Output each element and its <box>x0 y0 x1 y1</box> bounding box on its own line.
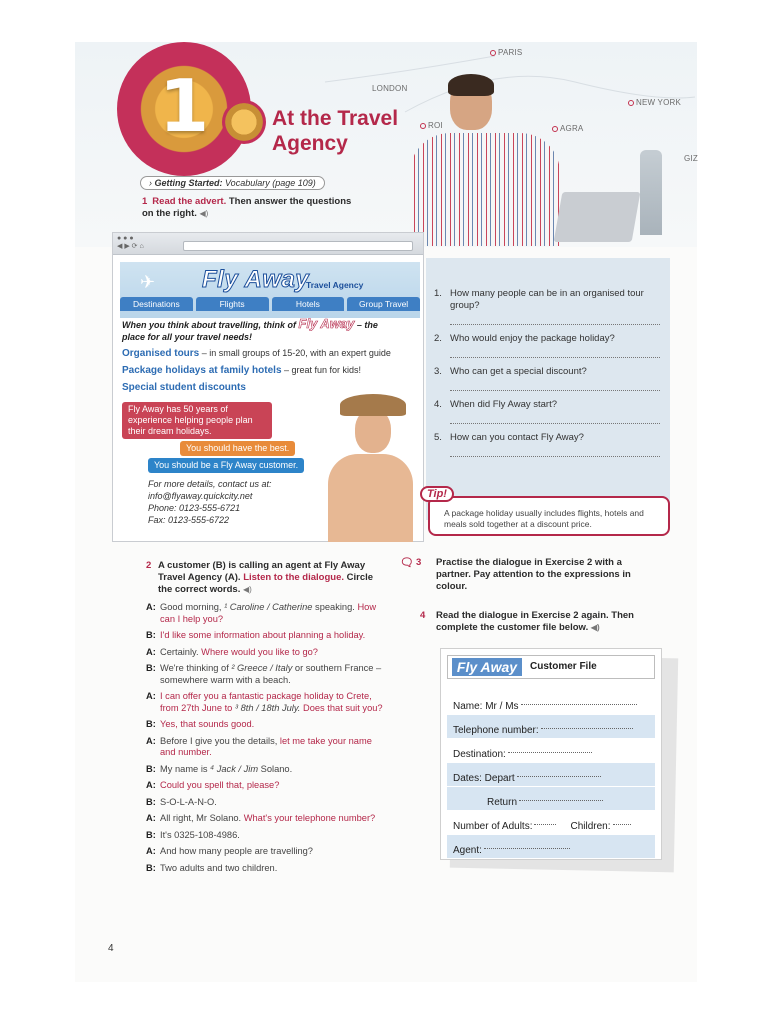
contact-phone: Phone: 0123-555-6721 <box>148 503 241 513</box>
question-item: 2. Who would enjoy the package holiday? <box>434 333 664 358</box>
dialogue-text: Good morning, <box>160 602 225 612</box>
advert-brand-logo: Fly Away <box>202 266 310 293</box>
dialogue-line <box>146 736 386 759</box>
dialogue-text: And how many people are travelling? <box>160 846 313 856</box>
answer-line[interactable] <box>450 390 660 391</box>
dialogue-text: It's 0325-108-4986. <box>160 829 240 840</box>
audio-speaker-icon[interactable]: ◀) <box>243 585 252 594</box>
exercise-1-instruction: 1 Read the advert. Then answer the questions on the right. ◀) <box>142 196 352 219</box>
dialogue-line <box>146 647 386 659</box>
dialogue-text: or southern France – somewhere warm with a beach. <box>160 663 382 685</box>
page-number: 4 <box>108 943 114 954</box>
best-banner: You should have the best. <box>180 441 295 456</box>
dialogue-text: Solano. <box>258 763 293 774</box>
airplane-icon: ✈ <box>140 272 156 292</box>
unit-title: At the Travel Agency <box>272 107 399 155</box>
dialogue-line <box>146 602 386 625</box>
dialogue-line <box>146 863 386 875</box>
statue-of-liberty-photo <box>640 150 662 235</box>
dialogue-text: S-O-L-A-N-O. <box>160 796 217 807</box>
dialogue-line <box>146 797 386 809</box>
advert-nav-tabs <box>120 297 420 311</box>
exercise-3: 🗨 3 Practise the dialogue in Exercise 2 with a partner. Pay attention to the expressions in colour. <box>400 557 631 592</box>
customer-file-logo: Fly Away <box>452 658 522 676</box>
dialogue-text: speaking. <box>312 602 358 612</box>
audio-speaker-icon[interactable]: ◀) <box>199 209 209 218</box>
contact-fax: Fax: 0123-555-6722 <box>148 515 230 525</box>
contact-email[interactable]: info@flyaway.quickcity.net <box>148 491 253 501</box>
advert-item: Special student discounts <box>122 382 246 393</box>
advert-contact-details: For more details, contact us at: info@flyaway.quickcity.net Phone: 0123-555-6721 Fax: 0123-555-6722 <box>148 479 272 525</box>
field-telephone[interactable]: Telephone number: <box>447 715 655 739</box>
city-label: NEW YORK <box>628 98 681 107</box>
dialogue-line <box>146 830 386 842</box>
customer-file-title: Customer File <box>530 661 597 672</box>
dialogue-line <box>146 663 386 686</box>
city-label: GIZ <box>684 154 698 163</box>
answer-line[interactable] <box>450 324 660 325</box>
tab-flights[interactable]: Flights <box>196 297 269 311</box>
speaker-label: B: <box>146 862 156 873</box>
dialogue-line <box>146 780 386 792</box>
field-agent[interactable]: Agent: <box>447 835 655 859</box>
dialogue-line <box>146 813 386 825</box>
dialogue-text: Yes, that sounds good. <box>160 719 255 729</box>
customer-banner: You should be a Fly Away customer. <box>148 458 304 473</box>
speaker-label: B: <box>146 829 156 840</box>
dialogue-text: We're thinking of <box>160 663 232 673</box>
speaker-label: A: <box>146 846 156 856</box>
badge-decoration <box>222 100 266 144</box>
laptop-photo <box>554 192 641 242</box>
dialogue-line <box>146 846 386 858</box>
word-choice[interactable]: ¹ Caroline / Catherine <box>224 602 313 612</box>
speaker-label: A: <box>146 780 156 790</box>
answer-line[interactable] <box>450 456 660 457</box>
speaker-label: B: <box>146 630 156 640</box>
woman-with-hat-photo <box>300 384 420 542</box>
dialogue-text: I'd like some information about planning a holiday. <box>160 630 366 640</box>
speech-bubble-icon: 🗨 <box>400 557 414 569</box>
speaker-label: B: <box>146 663 156 673</box>
dialogue-text: All right, Mr Solano. <box>160 813 244 823</box>
customer-file-card <box>440 648 662 860</box>
advert-item: Package holidays at family hotels – great fun for kids! <box>122 365 362 376</box>
field-name[interactable]: Name: Mr / Ms <box>447 691 655 715</box>
dialogue-line <box>146 719 386 731</box>
browser-toolbar: ● ● ● ◀ ▶ ⟳ ⌂ <box>113 233 423 255</box>
unit-number: 1 <box>158 64 210 148</box>
customer-file-fields <box>447 691 655 859</box>
tab-group-travel[interactable]: Group Travel <box>347 297 420 311</box>
speaker-label: A: <box>146 691 156 701</box>
question-item: 3. Who can get a special discount? <box>434 366 664 391</box>
tab-hotels[interactable]: Hotels <box>272 297 345 311</box>
speaker-label: A: <box>146 602 156 612</box>
word-choice[interactable]: ³ 8th / 18th July. <box>234 702 301 713</box>
dialogue-text: Does that suit you? <box>300 702 383 713</box>
speaker-label: A: <box>146 646 156 657</box>
field-adults-children[interactable]: Number of Adults: Children: <box>447 811 655 835</box>
man-on-phone-photo <box>410 78 560 246</box>
dialogue-text: Where would you like to go? <box>201 646 318 657</box>
dialogue-text: let me take your name and number. <box>160 735 372 757</box>
city-label: PARIS <box>490 48 522 57</box>
dialogue-line <box>146 691 386 714</box>
advert-intro: When you think about travelling, think of Fly Away – the place for all your travel needs! <box>122 316 378 342</box>
dialogue-text: My name is <box>160 763 211 774</box>
advert-brand-subtitle: Travel Agency <box>306 280 364 290</box>
answer-line[interactable] <box>450 423 660 424</box>
speaker-label: A: <box>146 735 156 746</box>
question-item: 1. How many people can be in an organised tour group? <box>434 288 664 325</box>
city-label: ROI <box>420 121 443 130</box>
dialogue-text: Certainly. <box>160 646 202 657</box>
tab-destinations[interactable]: Destinations <box>120 297 193 311</box>
experience-banner: Fly Away has 50 years of experience helping people plan their dream holidays. <box>122 402 272 439</box>
customer-file-header <box>447 655 655 679</box>
dialogue <box>146 602 386 874</box>
dialogue-text: Two adults and two children. <box>160 862 278 873</box>
getting-started-link[interactable]: › Getting Started: Vocabulary (page 109) <box>140 176 325 190</box>
tip-box: A package holiday usually includes flights, hotels and meals sold together at a discount price. <box>428 496 670 536</box>
city-label: AGRA <box>552 124 583 133</box>
exercise-4: 4 Read the dialogue in Exercise 2 again. Then complete the customer file below. ◀) <box>420 610 634 633</box>
advert-item: Organised tours – in small groups of 15-20, with an expert guide <box>122 348 391 359</box>
word-choice[interactable]: ² Greece / Italy <box>231 663 293 673</box>
exercise-2 <box>146 560 386 879</box>
word-choice[interactable]: ⁴ Jack / Jim <box>210 763 259 774</box>
tip-label: Tip! <box>420 486 454 502</box>
dialogue-text: Before I give you the details, <box>160 735 280 746</box>
question-item: 5. How can you contact Fly Away? <box>434 432 664 457</box>
exercise-2-instruction: 2 A customer (B) is calling an agent at Fly Away Travel Agency (A). Listen to the dialogue. Circle the correct words. ◀) <box>146 560 374 595</box>
dialogue-line <box>146 764 386 776</box>
speaker-label: B: <box>146 763 156 774</box>
question-item: 4. When did Fly Away start? <box>434 399 664 424</box>
speaker-label: B: <box>146 719 156 729</box>
dialogue-text: Could you spell that, please? <box>160 780 280 790</box>
field-return[interactable]: Return <box>447 787 655 811</box>
exercise-1-questions <box>434 288 664 465</box>
speaker-label: A: <box>146 813 156 823</box>
dialogue-text: I can offer you a fantastic package holiday to Crete, from 27th June to <box>160 691 372 713</box>
dialogue-line <box>146 630 386 642</box>
field-depart[interactable]: Dates: Depart <box>447 763 655 787</box>
speaker-label: B: <box>146 796 156 807</box>
dialogue-text: What's your telephone number? <box>243 813 376 823</box>
city-label: LONDON <box>372 84 408 93</box>
browser-url-bar <box>183 241 413 251</box>
answer-line[interactable] <box>450 357 660 358</box>
audio-speaker-icon[interactable]: ◀) <box>590 623 600 632</box>
field-destination[interactable]: Destination: <box>447 739 655 763</box>
dialogue-text: How can I help you? <box>160 602 377 624</box>
